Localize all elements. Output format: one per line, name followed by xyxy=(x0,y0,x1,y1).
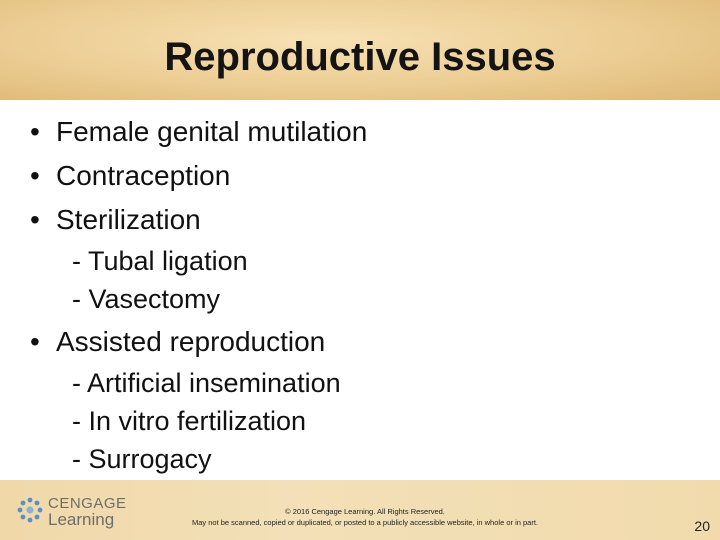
bullet-text: Sterilization xyxy=(56,204,201,235)
bullet-text: Assisted reproduction xyxy=(56,326,326,357)
bullet-text: Female genital mutilation xyxy=(56,116,368,147)
slide-title: Reproductive Issues xyxy=(164,35,556,79)
bullet-marker: • xyxy=(30,160,40,191)
logo-text-learning: Learning xyxy=(48,510,115,529)
bullet-marker: • xyxy=(30,326,40,357)
copyright-line: © 2016 Cengage Learning. All Rights Reserved. xyxy=(285,507,445,516)
cengage-logo-icon xyxy=(16,496,44,524)
page-number: 20 xyxy=(694,518,710,534)
title-band xyxy=(0,0,720,100)
copyright-notice xyxy=(130,506,600,528)
bullet-list xyxy=(30,110,700,478)
bullet-marker: • xyxy=(30,116,40,147)
footer-band xyxy=(0,480,720,540)
sub-item: - Vasectomy xyxy=(72,284,221,314)
sub-item: - Surrogacy xyxy=(72,444,212,474)
bullet-item xyxy=(30,198,700,242)
bullet-item xyxy=(30,320,700,364)
sub-item: - Tubal ligation xyxy=(72,246,248,276)
bullet-item xyxy=(30,110,700,154)
sub-item: - Artificial insemination xyxy=(72,368,341,398)
sub-item: - In vitro fertilization xyxy=(72,406,307,436)
bullet-text: Contraception xyxy=(56,160,231,191)
bullet-item xyxy=(30,154,700,198)
bullet-marker: • xyxy=(30,204,40,235)
logo-text-cengage: CENGAGE xyxy=(48,495,127,512)
copyright-line: May not be scanned, copied or duplicated, or posted to a publicly accessible website, in whole or in part. xyxy=(191,518,539,527)
